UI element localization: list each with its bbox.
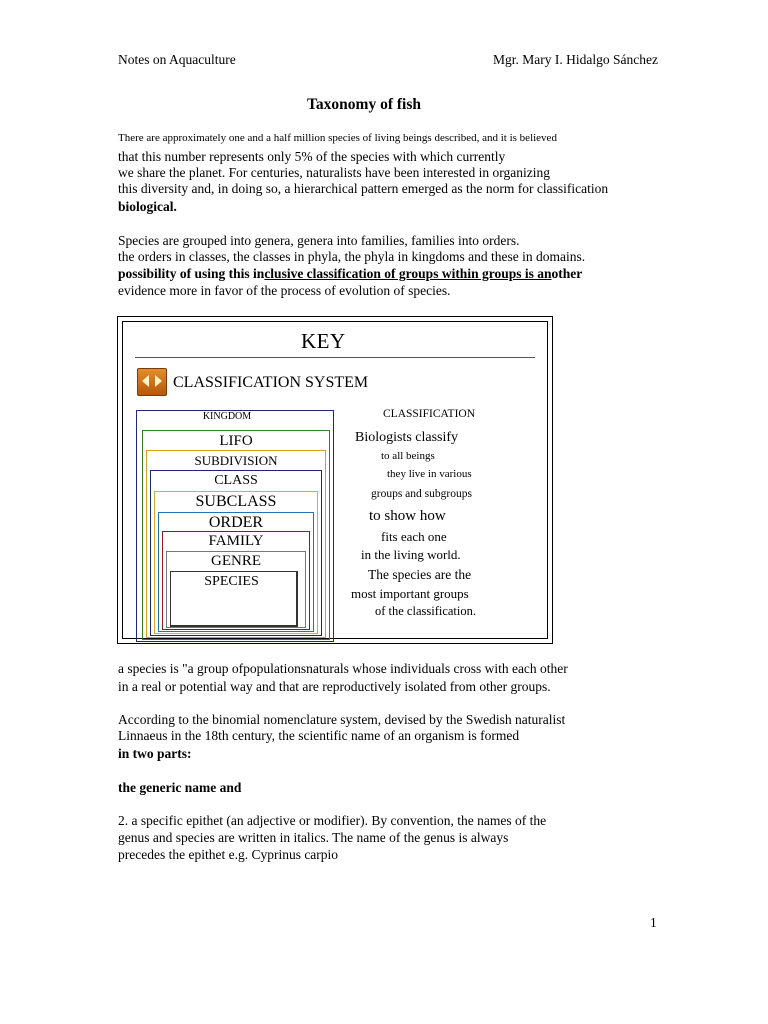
paragraph2-line3-underlined: clusive classification of groups within groups is an — [264, 266, 552, 281]
paragraph2-line1: Species are grouped into genera, genera into families, families into orders. — [118, 233, 520, 248]
paragraph1-line5: biological. — [118, 199, 177, 214]
paragraph4-line1: According to the binomial nomenclature system, devised by the Swedish naturalist — [118, 712, 566, 727]
paragraph3-line2: in a real or potential way and that are reproductively isolated from other groups. — [118, 679, 551, 694]
level-order: ORDER — [208, 514, 264, 531]
figure-text-7: in the living world. — [361, 547, 461, 562]
figure-inner-border — [122, 321, 548, 639]
paragraph1-line2: that this number represents only 5% of the species with which currently — [118, 149, 506, 164]
paragraph4-line2: Linnaeus in the 18th century, the scientific name of an organism is formed — [118, 728, 520, 743]
level-family: FAMILY — [208, 533, 264, 549]
paragraph5-line2: genus and species are written in italics. The name of the genus is always — [118, 830, 509, 845]
level-class: CLASS — [214, 473, 258, 488]
paragraph2-line3 — [118, 266, 582, 282]
paragraph1-line4: this diversity and, in doing so, a hierarchical pattern emerged as the norm for classification — [118, 181, 609, 196]
paragraph2-line2: the orders in classes, the classes in phyla, the phyla in kingdoms and these in domains. — [118, 249, 586, 264]
box-species — [170, 571, 298, 627]
header-right: Mgr. Mary I. Hidalgo Sánchez — [493, 52, 658, 67]
navigation-arrows-icon — [137, 368, 167, 396]
figure-text-8: The species are the — [368, 567, 472, 582]
item-generic-name: the generic name and — [118, 780, 242, 795]
figure-classification-heading: CLASSIFICATION — [383, 408, 476, 420]
figure-key-title: KEY — [301, 329, 346, 353]
figure-text-3: they live in various — [387, 468, 472, 480]
paragraph5-line3: precedes the epithet e.g. Cyprinus carpio — [118, 847, 339, 862]
level-kingdom: KINGDOM — [202, 411, 252, 422]
figure-text-4: groups and subgroups — [371, 488, 472, 500]
level-subclass: SUBCLASS — [195, 493, 277, 510]
classification-system-title: CLASSIFICATION SYSTEM — [173, 374, 369, 391]
paragraph2-line4: evidence more in favor of the process of evolution of species. — [118, 283, 451, 298]
paragraph4-line3: in two parts: — [118, 746, 192, 761]
level-genre: GENRE — [211, 553, 261, 569]
figure-text-1: Biologists classify — [355, 430, 459, 445]
paragraph1-line1: There are approximately one and a half million species of living beings described, and it is believed — [118, 132, 557, 144]
level-subdivision: SUBDIVISION — [194, 453, 278, 468]
paragraph5-line1: 2. a specific epithet (an adjective or modifier). By convention, the names of the — [118, 813, 547, 828]
level-lifo: LIFO — [219, 433, 253, 449]
figure-text-2: to all beings — [381, 450, 435, 462]
page-number: 1 — [650, 915, 657, 930]
classification-figure — [117, 316, 553, 644]
page-title: Taxonomy of fish — [307, 96, 421, 113]
header-left: Notes on Aquaculture — [118, 52, 236, 67]
figure-text-10: of the classification. — [375, 604, 477, 618]
figure-text-9: most important groups — [351, 586, 469, 601]
level-species: SPECIES — [204, 574, 259, 589]
figure-text-6: fits each one — [381, 529, 447, 544]
paragraph2-line3-part1: possibility of using this in — [118, 266, 265, 281]
figure-key-rule — [135, 357, 535, 358]
figure-text-5: to show how — [369, 508, 446, 524]
paragraph2-line3-part3: other — [551, 266, 583, 281]
paragraph1-line3: we share the planet. For centuries, naturalists have been interested in organizing — [118, 165, 550, 180]
paragraph3-line1: a species is "a group ofpopulationsnaturals whose individuals cross with each other — [118, 661, 568, 676]
